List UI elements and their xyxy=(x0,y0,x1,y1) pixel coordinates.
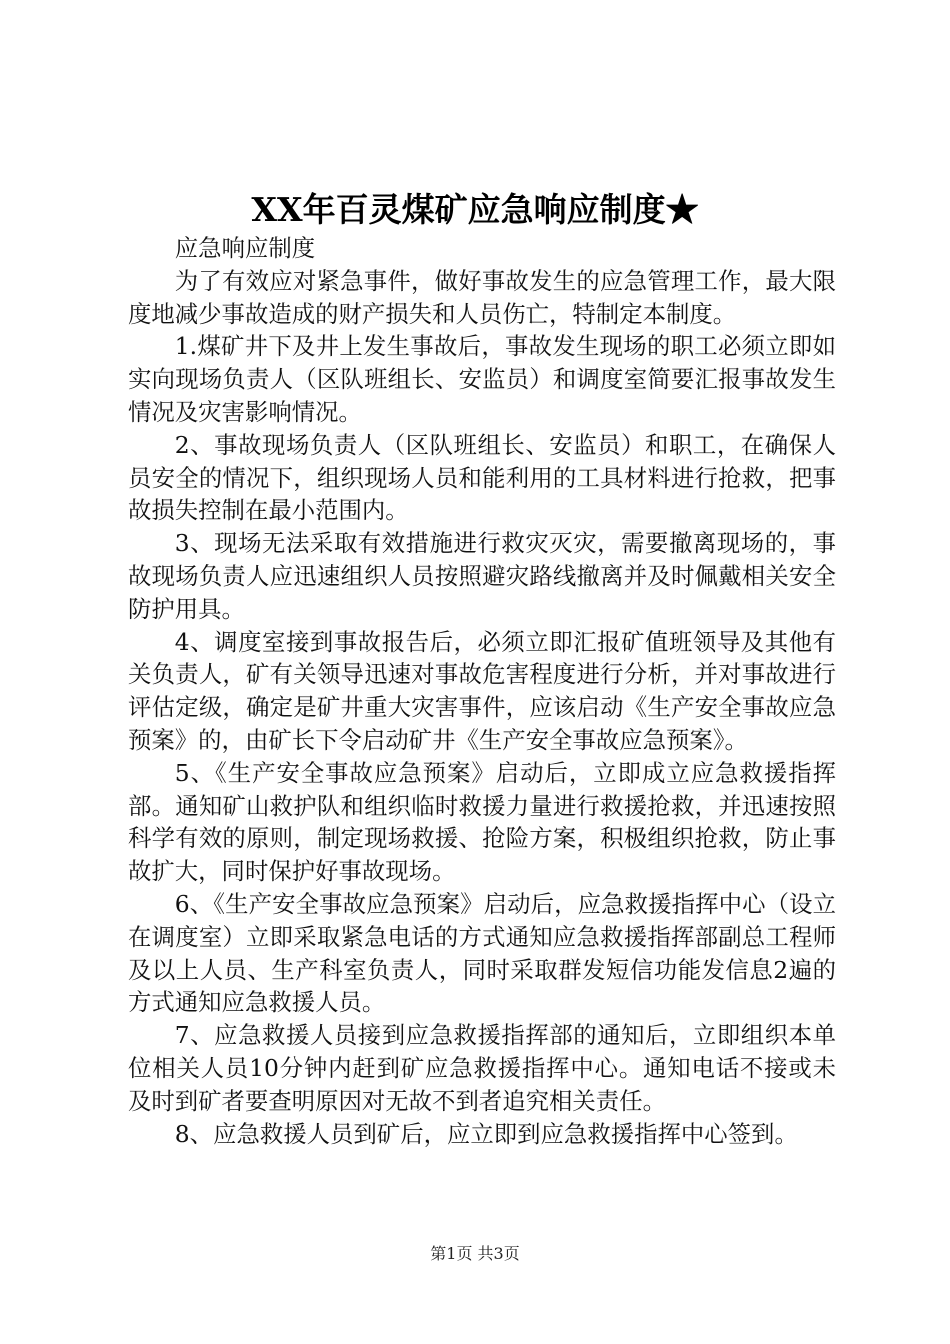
paragraph-item-5: 5、《生产安全事故应急预案》启动后，立即成立应急救援指挥部。通知矿山救护队和组织临时救援力量进行救援抢救，并迅速按照科学有效的原则，制定现场救援、抢险方案，积极组织抢救，防止事故扩大，同时保护好事故现场。 xyxy=(128,758,836,886)
paragraph-item-8: 8、应急救援人员到矿后，应立即到应急救援指挥中心签到。 xyxy=(174,1119,798,1148)
paragraph-item-6: 6、《生产安全事故应急预案》启动后，应急救援指挥中心（设立在调度室）立即采取紧急电话的方式通知应急救援指挥部副总工程师及以上人员、生产科室负责人，同时采取群发短信功能发信息2遍的方式通知应急救援人员。 xyxy=(128,889,836,1017)
paragraph-item-1: 1.煤矿井下及井上发生事故后，事故发生现场的职工必须立即如实向现场负责人（区队班组长、安监员）和调度室简要汇报事故发生情况及灾害影响情况。 xyxy=(128,332,836,426)
paragraph-item-4: 4、调度室接到事故报告后，必须立即汇报矿值班领导及其他有关负责人，矿有关领导迅速对事故危害程度进行分析，并对事故进行评估定级，确定是矿井重大灾害事件，应该启动《生产安全事故应急预案》的，由矿长下令启动矿井《生产安全事故应急预案》。 xyxy=(128,627,836,754)
document-title: XX年百灵煤矿应急响应制度★ xyxy=(251,190,699,229)
paragraph-item-2: 2、事故现场负责人（区队班组长、安监员）和职工，在确保人员安全的情况下，组织现场人员和能利用的工具材料进行抢救，把事故损失控制在最小范围内。 xyxy=(128,430,836,525)
document-body xyxy=(128,232,836,1150)
page-number-footer: 第1页 共3页 xyxy=(430,1244,520,1263)
paragraph-intro: 为了有效应对紧急事件，做好事故发生的应急管理工作，最大限度地减少事故造成的财产损失和人员伤亡，特制定本制度。 xyxy=(128,266,836,328)
section-heading: 应急响应制度 xyxy=(174,234,316,262)
paragraph-item-7: 7、应急救援人员接到应急救援指挥部的通知后，立即组织本单位相关人员10分钟内赶到矿应急救援指挥中心。通知电话不接或未及时到矿者要查明原因对无故不到者追究相关责任。 xyxy=(128,1021,836,1115)
paragraph-item-3: 3、现场无法采取有效措施进行救灾灭灾，需要撤离现场的，事故现场负责人应迅速组织人员按照避灾路线撤离并及时佩戴相关安全防护用具。 xyxy=(128,529,836,623)
